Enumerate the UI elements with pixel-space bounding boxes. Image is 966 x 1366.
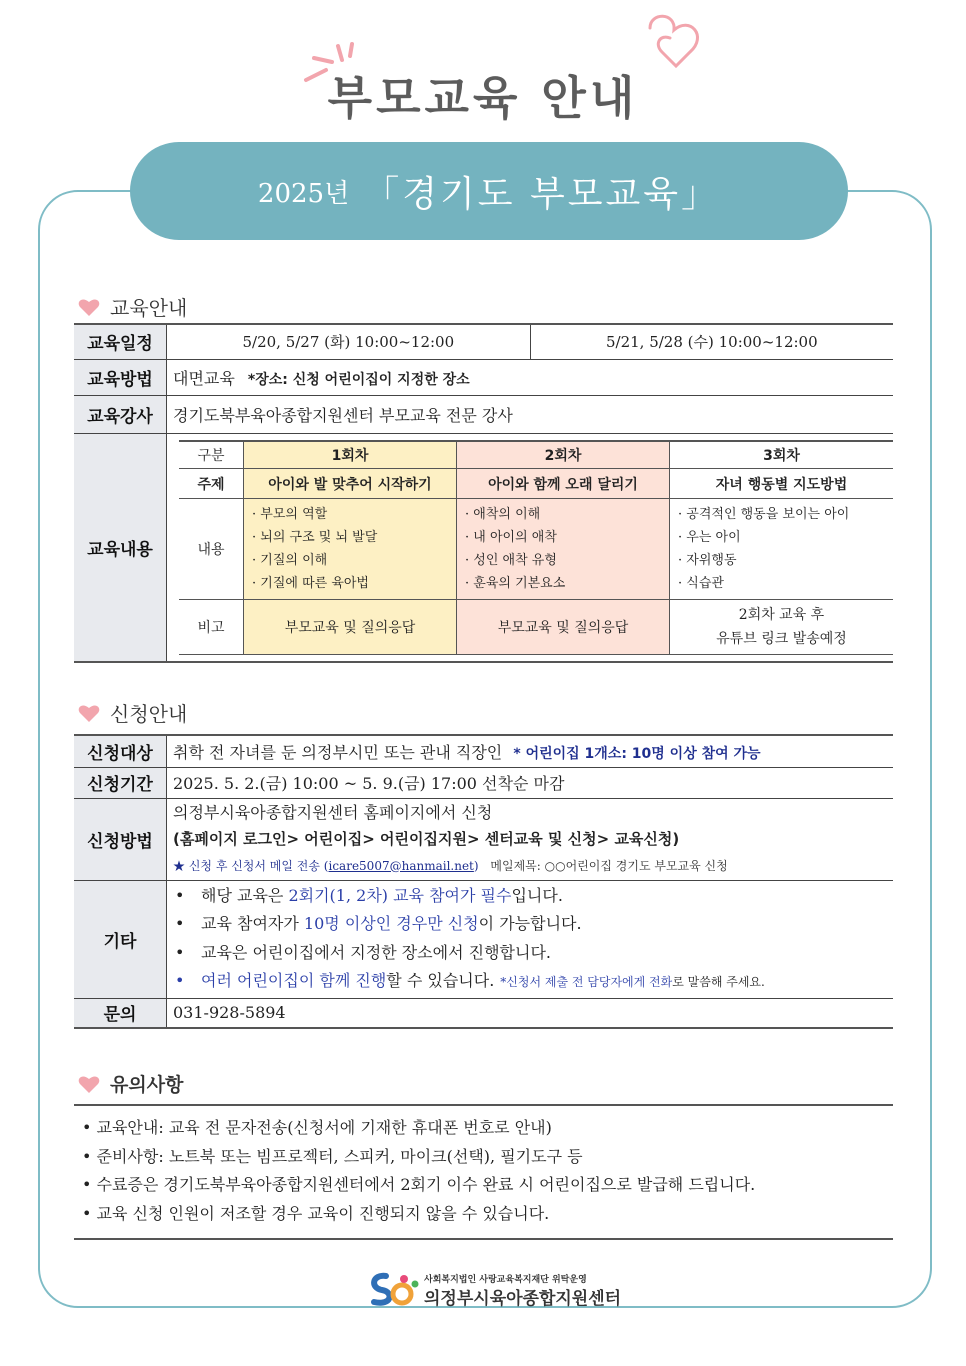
table-row [74, 998, 893, 1028]
row-label: 내용 [179, 499, 244, 600]
instructor-value: 경기도북부육아종합지원센터 부모교육 전문 강사 [167, 395, 894, 433]
target-note: * 어린이집 1개소: 10명 이상 참여 가능 [513, 745, 761, 762]
list-item: · 뇌의 구조 및 뇌 발달 [252, 530, 378, 545]
row-label: 문의 [74, 998, 167, 1028]
list-item [167, 939, 893, 968]
note-cell: 부모교육 및 질의응답 [457, 600, 670, 655]
etc-text: 교육 참여자가 [201, 914, 304, 933]
row-label: 신청기간 [74, 767, 167, 798]
footer-org-subtitle: 사회복지법인 사랑교육복지재단 위탁운영 [424, 1275, 587, 1285]
method-cell [167, 359, 894, 395]
content-list [244, 499, 457, 600]
method-value: 대면교육 [173, 368, 235, 388]
table-row [74, 735, 893, 767]
bullet: • [175, 971, 185, 990]
how-mail-line [173, 853, 887, 880]
list-item: • 수료증은 경기도북부육아종합지원센터에서 2회기 이수 완료 시 어린이집으로 발급해 드립니다. [82, 1175, 756, 1194]
topic-cell: 자녀 행동별 지도방법 [670, 469, 894, 499]
list-item: · 자위행동 [678, 553, 737, 568]
content-cell [167, 433, 894, 662]
list-item: · 부모의 역할 [252, 507, 328, 522]
banner-year: 2025년 [257, 178, 350, 209]
etc-text: 교육은 어린이집에서 지정한 장소에서 진행합니다. [201, 942, 552, 962]
list-item: · 식습관 [678, 576, 724, 591]
how-path: (홈페이지 로그인> 어린이집> 어린이집지원> 센터교육 및 신청> 교육신청) [173, 829, 680, 848]
footer-org-name: 의정부시육아종합지원센터 [424, 1289, 622, 1309]
list-item [167, 967, 893, 997]
how-line: 의정부시육아종합지원센터 홈페이지에서 신청 [173, 802, 493, 822]
note-line: 2회차 교육 후 [738, 607, 825, 623]
etc-text: 해당 교육은 [201, 885, 289, 905]
list-item: · 내 아이의 애착 [465, 530, 557, 545]
column-header: 1회차 [244, 441, 457, 469]
table-row [179, 441, 893, 469]
list-item: · 기질에 따른 육아법 [252, 576, 369, 591]
row-label: 교육방법 [74, 359, 167, 395]
table-row [74, 395, 893, 433]
topic-cell: 아이와 발 맞추어 시작하기 [244, 469, 457, 499]
program-banner [130, 142, 848, 240]
row-label: 신청방법 [74, 798, 167, 880]
etc-text: 입니다. [511, 885, 563, 905]
note-cell [670, 600, 894, 655]
email-link[interactable]: icare5007@hanmail.net [328, 858, 474, 873]
table-row [179, 600, 893, 655]
list-item: · 애착의 이해 [465, 507, 541, 522]
list-item: • 교육 신청 인원이 저조할 경우 교육이 진행되지 않을 수 있습니다. [82, 1203, 550, 1223]
etc-text: 할 수 있습니다. [386, 971, 495, 990]
mail-instruction: ★ 신청 후 신청서 메일 전송 ( [173, 858, 329, 873]
table-row [179, 499, 893, 600]
column-header: 구분 [179, 441, 244, 469]
column-header: 2회차 [457, 441, 670, 469]
table-row [179, 469, 893, 499]
note-cell: 부모교육 및 질의응답 [244, 600, 457, 655]
schedule-wednesday: 5/21, 5/28 (수) 10:00~12:00 [530, 324, 893, 359]
section-heading-text: 교육안내 [110, 296, 188, 320]
table-row [74, 324, 893, 359]
banner-name: 「경기도 부모교육」 [363, 173, 721, 215]
heart-icon [78, 1074, 100, 1094]
topic-cell: 아이와 함께 오래 달리기 [457, 469, 670, 499]
row-label: 비고 [179, 600, 244, 655]
table-row [74, 798, 893, 880]
content-list [670, 499, 894, 600]
section-heading-notes [78, 1070, 183, 1097]
list-item: • 교육안내: 교육 전 문자전송(신청서에 기재한 휴대폰 번호로 안내) [82, 1118, 552, 1137]
list-item [167, 882, 893, 911]
section-heading-apply [78, 698, 187, 727]
bullet: • [175, 885, 185, 905]
list-item: · 우는 아이 [678, 530, 741, 545]
target-value: 취학 전 자녀를 둔 의정부시민 또는 관내 직장인 [173, 742, 503, 762]
column-header: 3회차 [670, 441, 894, 469]
section-heading-text: 유의사항 [110, 1074, 184, 1096]
table-row [74, 359, 893, 395]
etc-note: 로 말씀해 주세요. [672, 975, 765, 989]
row-label: 신청대상 [74, 735, 167, 767]
table-row [74, 433, 893, 662]
bullet: • [175, 942, 185, 962]
row-label: 교육내용 [74, 433, 167, 662]
notes-list [74, 1104, 893, 1240]
bullet: • [175, 914, 185, 933]
list-item: · 성인 애착 유형 [465, 553, 557, 568]
list-item: • 준비사항: 노트북 또는 빔프로젝터, 스피커, 마이크(선택), 필기도구 등 [82, 1146, 583, 1166]
etc-note-highlight: *신청서 제출 전 담당자에게 전화 [500, 975, 673, 989]
section-heading-edu [78, 292, 187, 321]
list-item [167, 910, 893, 939]
etc-highlight: 여러 어린이집이 함께 진행 [201, 971, 387, 990]
contact-value: 031-928-5894 [167, 998, 894, 1028]
section-heading-text: 신청안내 [110, 702, 188, 726]
list-item: · 기질의 이해 [252, 553, 328, 568]
mail-paren: ) [473, 858, 479, 873]
row-label: 교육강사 [74, 395, 167, 433]
period-value: 2025. 5. 2.(금) 10:00 ~ 5. 9.(금) 17:00 선착순 마감 [167, 767, 894, 798]
target-cell [167, 735, 894, 767]
list-item: · 훈육의 기본요소 [465, 576, 566, 591]
heart-icon [78, 297, 100, 317]
center-logo-icon [368, 1270, 422, 1308]
note-line: 유튜브 링크 발송예정 [716, 631, 847, 647]
page-title: 부모교육 안내 [327, 71, 639, 125]
table-row [74, 767, 893, 798]
row-label: 기타 [74, 880, 167, 998]
etc-cell [167, 880, 894, 998]
edu-info-table [74, 323, 893, 663]
etc-text: 이 가능합니다. [478, 914, 582, 933]
list-item: · 공격적인 행동을 보이는 아이 [678, 507, 850, 522]
etc-highlight: 2회기(1, 2차) 교육 참여가 필수 [288, 885, 512, 905]
mail-subject: 메일제목: ○○어린이집 경기도 부모교육 신청 [490, 858, 728, 873]
heart-icon [78, 703, 100, 723]
how-cell [167, 798, 894, 880]
apply-info-table [74, 734, 893, 1029]
row-label: 교육일정 [74, 324, 167, 359]
table-row [74, 880, 893, 998]
content-list [457, 499, 670, 600]
schedule-tuesday: 5/20, 5/27 (화) 10:00~12:00 [167, 324, 531, 359]
etc-highlight: 10명 이상인 경우만 신청 [303, 914, 479, 933]
row-label: 주제 [179, 469, 244, 499]
method-note: *장소: 신청 어린이집이 지정한 장소 [247, 371, 470, 388]
curriculum-table [179, 440, 893, 656]
